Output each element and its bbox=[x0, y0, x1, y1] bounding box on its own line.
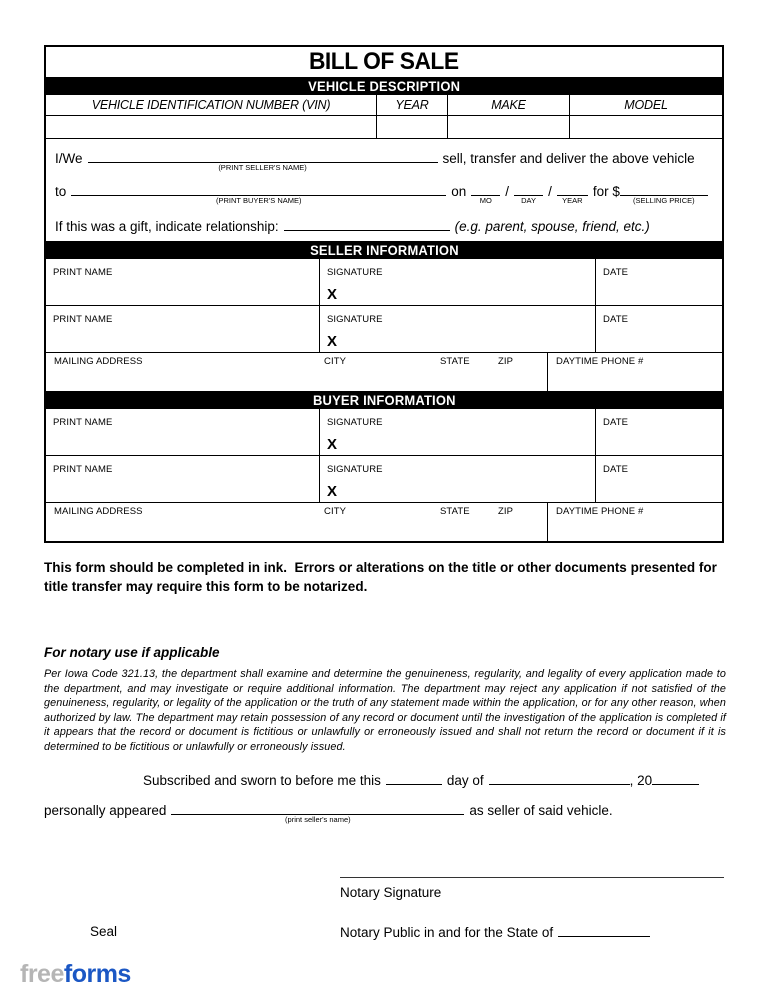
zip-label: ZIP bbox=[498, 506, 514, 517]
iowa-code-paragraph: Per Iowa Code 321.13, the department shall examine and determine the genuineness, regularity, and legality of every application made to the department, and may investigate or require additional information. The department may reject any application if not satisfied of the genuineness, regularity, or legality of the application or the truth of any statement made within the application, or for any other reason, when authorized by law. The department may retain possession of any record or document until the investigation of the application is completed if it appears that the record or document is fictitious or unlawfully or erroneously issued and shall not return the record or document if it is determined to be fictitious or unlawfully or erroneously issued. bbox=[44, 668, 726, 753]
make-input-cell[interactable] bbox=[448, 116, 570, 139]
seller2-date-cell[interactable] bbox=[596, 306, 722, 352]
appeared-suffix-text: as seller of said vehicle. bbox=[469, 803, 613, 818]
price-blank-label: (SELLING PRICE) bbox=[633, 196, 695, 205]
gift-prompt-text: If this was a gift, indicate relationship: bbox=[55, 219, 279, 234]
vehicle-description-header: VEHICLE DESCRIPTION bbox=[46, 77, 722, 95]
buyer-name-blank[interactable] bbox=[71, 183, 446, 205]
state-label: STATE bbox=[440, 506, 470, 517]
to-text: to bbox=[55, 184, 67, 199]
signature-label: SIGNATURE bbox=[327, 417, 383, 428]
phone-cell-divider bbox=[547, 353, 548, 391]
sworn-day-blank[interactable] bbox=[386, 772, 442, 785]
phone-cell-divider bbox=[547, 503, 548, 541]
mailing-address-label: MAILING ADDRESS bbox=[54, 506, 143, 517]
sell-transfer-text: sell, transfer and deliver the above vehicle bbox=[442, 151, 695, 166]
notary-public-text: Notary Public in and for the State of bbox=[340, 925, 554, 940]
notary-signature-block[interactable] bbox=[340, 877, 724, 900]
buyer1-print-name-cell[interactable] bbox=[46, 409, 320, 455]
date-slash-2: / bbox=[548, 184, 552, 199]
mailing-address-label: MAILING ADDRESS bbox=[54, 356, 143, 367]
for-price-text: for $ bbox=[592, 184, 620, 199]
gift-relationship-blank[interactable] bbox=[284, 218, 450, 231]
model-column-header: MODEL bbox=[570, 95, 722, 116]
personally-appeared-line bbox=[44, 802, 734, 824]
month-blank-label: MO bbox=[479, 196, 492, 205]
signature-x-mark: X bbox=[327, 483, 338, 500]
sworn-year-blank[interactable] bbox=[652, 772, 699, 785]
seller1-print-name-cell[interactable] bbox=[46, 259, 320, 305]
appeared-name-blank-label: (print seller's name) bbox=[285, 815, 351, 824]
buyer-row-2 bbox=[46, 456, 722, 503]
signature-label: SIGNATURE bbox=[327, 314, 383, 325]
city-label: CITY bbox=[324, 356, 347, 367]
sale-line-2 bbox=[55, 183, 713, 205]
logo-free-text: free bbox=[20, 960, 64, 988]
buyer1-signature-cell[interactable] bbox=[320, 409, 596, 455]
appeared-prefix-text: personally appeared bbox=[44, 803, 167, 818]
notary-public-line bbox=[340, 924, 650, 940]
signature-label: SIGNATURE bbox=[327, 267, 383, 278]
year-blank[interactable] bbox=[557, 183, 588, 205]
seller-name-blank-label: (PRINT SELLER'S NAME) bbox=[218, 163, 307, 172]
vin-input-cell[interactable] bbox=[46, 116, 377, 139]
sale-line-1 bbox=[55, 150, 713, 172]
day-blank[interactable] bbox=[514, 183, 543, 205]
gift-hint-text: (e.g. parent, spouse, friend, etc.) bbox=[454, 219, 650, 234]
seller1-signature-cell[interactable] bbox=[320, 259, 596, 305]
page-title bbox=[46, 47, 722, 77]
year-blank-label: YEAR bbox=[562, 196, 583, 205]
state-label: STATE bbox=[440, 356, 470, 367]
model-input-cell[interactable] bbox=[570, 116, 722, 139]
date-label: DATE bbox=[603, 314, 629, 325]
buyer-name-blank-label: (PRINT BUYER'S NAME) bbox=[216, 196, 302, 205]
zip-label: ZIP bbox=[498, 356, 514, 367]
month-blank[interactable] bbox=[471, 183, 500, 205]
signature-x-mark: X bbox=[327, 286, 338, 303]
date-label: DATE bbox=[603, 417, 629, 428]
signature-x-mark: X bbox=[327, 333, 338, 350]
seller1-date-cell[interactable] bbox=[596, 259, 722, 305]
buyer2-date-cell[interactable] bbox=[596, 456, 722, 502]
signature-x-mark: X bbox=[327, 436, 338, 453]
date-slash-1: / bbox=[505, 184, 510, 199]
year-input-cell[interactable] bbox=[377, 116, 448, 139]
vin-column-header: VEHICLE IDENTIFICATION NUMBER (VIN) bbox=[46, 95, 377, 116]
sworn-dayof-text: day of bbox=[446, 773, 484, 788]
iwe-text: I/We bbox=[55, 151, 83, 166]
buyer-mailing-row[interactable] bbox=[46, 503, 722, 541]
sworn-statement-line bbox=[44, 772, 734, 788]
freeforms-logo[interactable] bbox=[20, 960, 131, 989]
day-blank-label: DAY bbox=[521, 196, 536, 205]
notary-signature-label: Notary Signature bbox=[340, 885, 442, 900]
seal-label: Seal bbox=[90, 924, 118, 939]
date-label: DATE bbox=[603, 267, 629, 278]
seller-row-2 bbox=[46, 306, 722, 353]
daytime-phone-label: DAYTIME PHONE # bbox=[556, 506, 644, 517]
print-name-label: PRINT NAME bbox=[53, 417, 113, 428]
page-title-text: BILL OF SALE bbox=[309, 48, 459, 75]
print-name-label: PRINT NAME bbox=[53, 267, 113, 278]
appeared-name-blank[interactable] bbox=[171, 802, 464, 824]
notary-state-blank[interactable] bbox=[558, 924, 650, 937]
seller2-signature-cell[interactable] bbox=[320, 306, 596, 352]
sworn-year-text: , 20 bbox=[629, 773, 653, 788]
seller-name-blank[interactable] bbox=[88, 150, 438, 172]
sworn-prefix-text: Subscribed and sworn to before me this bbox=[143, 773, 381, 788]
notary-use-heading: For notary use if applicable bbox=[44, 645, 220, 660]
daytime-phone-label: DAYTIME PHONE # bbox=[556, 356, 644, 367]
sale-statement bbox=[46, 139, 722, 241]
seller-mailing-row[interactable] bbox=[46, 353, 722, 391]
buyer2-signature-cell[interactable] bbox=[320, 456, 596, 502]
year-column-header: YEAR bbox=[377, 95, 448, 116]
ink-completion-note: This form should be completed in ink. Errors or alterations on the title or other documents presented for title transfer may require this form to be notarized. bbox=[44, 560, 717, 594]
buyer-row-1 bbox=[46, 409, 722, 456]
sworn-month-blank[interactable] bbox=[489, 772, 630, 785]
seller2-print-name-cell[interactable] bbox=[46, 306, 320, 352]
on-text: on bbox=[451, 184, 467, 199]
city-label: CITY bbox=[324, 506, 347, 517]
date-label: DATE bbox=[603, 464, 629, 475]
gift-line bbox=[55, 218, 713, 234]
print-name-label: PRINT NAME bbox=[53, 464, 113, 475]
logo-forms-text: forms bbox=[63, 960, 131, 988]
main-form-box bbox=[44, 45, 724, 543]
buyer2-print-name-cell[interactable] bbox=[46, 456, 320, 502]
seller-row-1 bbox=[46, 259, 722, 306]
make-column-header: MAKE bbox=[448, 95, 570, 116]
buyer1-date-cell[interactable] bbox=[596, 409, 722, 455]
seller-information-header: SELLER INFORMATION bbox=[46, 241, 722, 259]
print-name-label: PRINT NAME bbox=[53, 314, 113, 325]
signature-label: SIGNATURE bbox=[327, 464, 383, 475]
price-blank[interactable] bbox=[620, 183, 708, 205]
vehicle-table bbox=[46, 95, 722, 139]
buyer-information-header: BUYER INFORMATION bbox=[46, 391, 722, 409]
